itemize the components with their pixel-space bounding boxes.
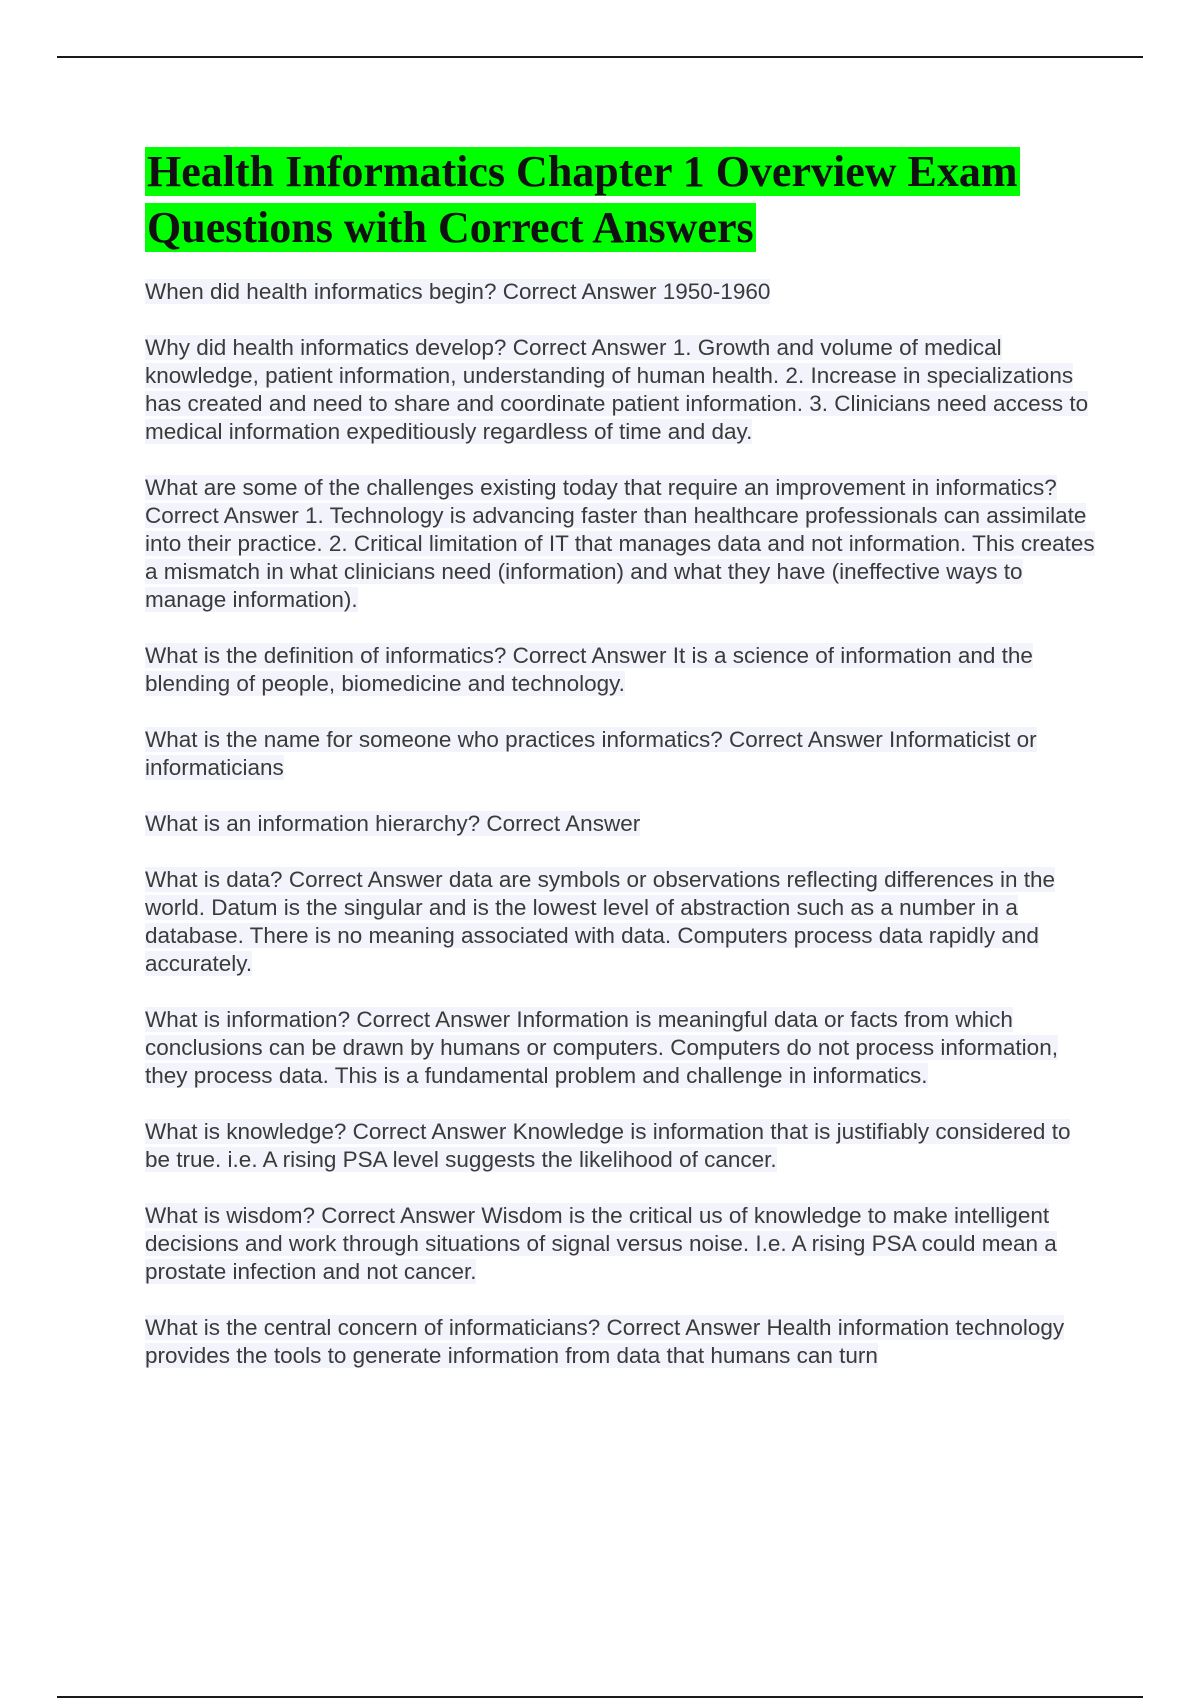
qa-text: Why did health informatics develop? Correct Answer 1. Growth and volume of medical knowledge, patient information, understanding of human health. 2. Increase in specializations has created and need to share and coordinate patient information. 3. Clinicians need access to medical information expeditiously regardless of time and day. — [145, 335, 1089, 444]
qa-text: What is wisdom? Correct Answer Wisdom is the critical us of knowledge to make intelligent decisions and work through situations of signal versus noise. I.e. A rising PSA could mean a prostate infection and not cancer. — [145, 1203, 1057, 1284]
qa-item — [145, 474, 1095, 614]
qa-item — [145, 866, 1095, 978]
header-rule — [57, 56, 1143, 58]
qa-item — [145, 278, 1095, 306]
qa-text: What is data? Correct Answer data are symbols or observations reflecting differences in the world. Datum is the singular and is the lowest level of abstraction such as a number in a database. There is no meaning associated with data. Computers process data rapidly and accurately. — [145, 867, 1056, 976]
qa-text: What is knowledge? Correct Answer Knowledge is information that is justifiably considered to be true. i.e. A rising PSA level suggests the likelihood of cancer. — [145, 1119, 1071, 1172]
qa-text: What is the name for someone who practices informatics? Correct Answer Informaticist or informaticians — [145, 727, 1037, 780]
document-title-text: Health Informatics Chapter 1 Overview Exam Questions with Correct Answers — [147, 147, 1018, 252]
qa-item — [145, 810, 1095, 838]
qa-item — [145, 726, 1095, 782]
footer-rule — [57, 1696, 1143, 1698]
qa-item — [145, 334, 1095, 446]
qa-item — [145, 1202, 1095, 1286]
qa-item — [145, 1314, 1095, 1370]
qa-item — [145, 642, 1095, 698]
document-body — [145, 144, 1095, 1398]
qa-text: What is information? Correct Answer Information is meaningful data or facts from which conclusions can be drawn by humans or computers. Computers do not process information, they process data. This is a fundamental problem and challenge in informatics. — [145, 1007, 1058, 1088]
qa-text: When did health informatics begin? Correct Answer 1950-1960 — [145, 279, 771, 304]
qa-item — [145, 1118, 1095, 1174]
qa-text: What is an information hierarchy? Correct Answer — [145, 811, 641, 836]
document-title — [145, 144, 1095, 256]
qa-text: What are some of the challenges existing today that require an improvement in informatics? Correct Answer 1. Technology is advancing faster than healthcare professionals can assimilate into their practice. 2. Critical limitation of IT that manages data and not information. This creates a mismatch in what clinicians need (information) and what they have (ineffective ways to manage information). — [145, 475, 1095, 612]
qa-text: What is the definition of informatics? Correct Answer It is a science of information and the blending of people, biomedicine and technology. — [145, 643, 1033, 696]
qa-item — [145, 1006, 1095, 1090]
qa-text: What is the central concern of informaticians? Correct Answer Health information technology provides the tools to generate information from data that humans can turn — [145, 1315, 1065, 1368]
